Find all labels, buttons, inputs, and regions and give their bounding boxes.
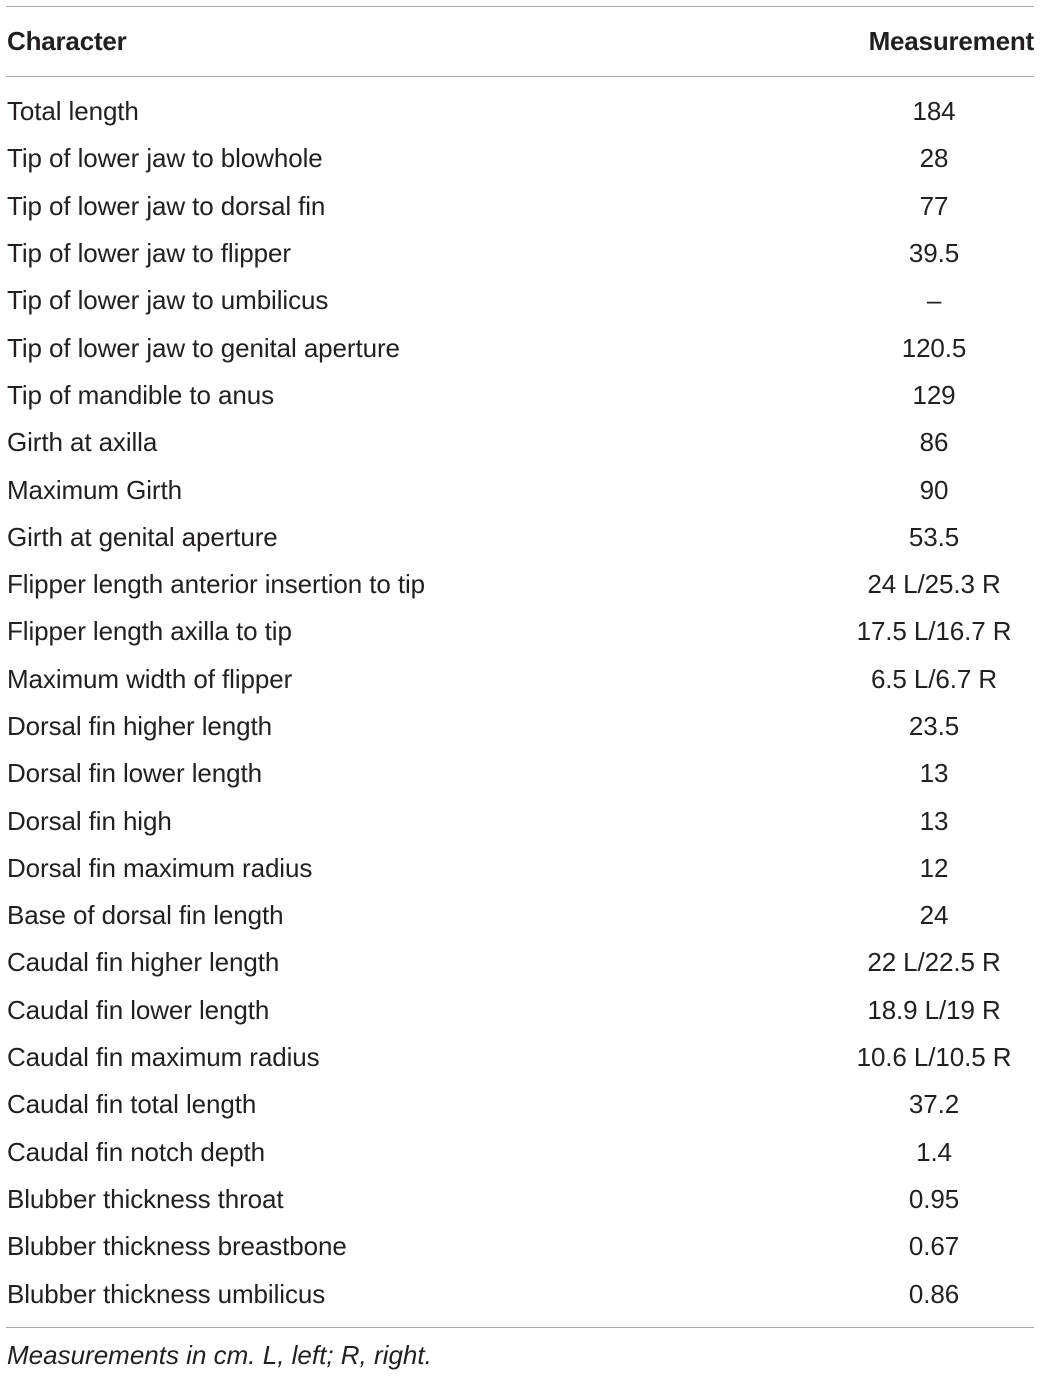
measurement-cell: 23.5 [908,711,960,741]
character-cell: Flipper length anterior insertion to tip [7,569,426,600]
table-row [6,561,1034,608]
measurement-cell: 120.5 [901,332,967,363]
measurement-cell: 1.4 [916,1136,952,1167]
character-cell: Dorsal fin higher length [7,711,272,741]
character-cell: Dorsal fin lower length [7,758,262,789]
character-cell: Tip of lower jaw to genital aperture [7,332,400,363]
measurement-cell: 0.67 [908,1231,960,1262]
measurement-cell: 18.9 L/19 R [867,994,1001,1025]
table-row [6,135,1034,182]
table-row [6,1081,1034,1128]
table-row [6,1176,1034,1223]
table-row [6,845,1034,892]
table-body [6,77,1034,1327]
character-cell: Dorsal fin high [7,805,172,836]
table-row [6,703,1034,750]
table-row [6,987,1034,1034]
table-row [6,324,1034,371]
character-cell: Caudal fin total length [7,1089,257,1120]
table-row [6,1034,1034,1081]
character-cell: Girth at axilla [7,427,158,458]
character-cell: Caudal fin maximum radius [7,1042,320,1073]
character-cell: Tip of lower jaw to umbilicus [7,285,329,316]
table-row [6,750,1034,797]
character-cell: Girth at genital aperture [7,521,278,552]
table-row [6,372,1034,419]
table-row [6,277,1034,324]
table-footnote: Measurements in cm. L, left; R, right. [7,1339,432,1370]
character-cell: Maximum width of flipper [7,663,293,694]
table-row [6,88,1034,135]
table-row [6,892,1034,939]
measurement-cell: 12 [919,852,949,883]
measurement-cell: 0.95 [908,1183,960,1214]
character-cell: Blubber thickness breastbone [7,1231,347,1262]
measurement-cell: 0.86 [908,1278,960,1309]
character-cell: Maximum Girth [7,474,182,505]
character-cell: Caudal fin higher length [7,947,280,978]
table-row [6,419,1034,466]
measurement-cell: 86 [919,427,949,458]
table-row [6,1270,1034,1317]
table-row [6,1129,1034,1176]
measurement-cell: – [926,285,942,316]
measurement-cell: 39.5 [908,238,960,269]
measurement-cell: 13 [919,758,949,789]
measurement-cell: 24 L/25.3 R [867,569,1001,600]
character-cell: Tip of lower jaw to dorsal fin [7,190,326,221]
table-row [6,1223,1034,1270]
character-cell: Caudal fin notch depth [7,1136,265,1167]
measurement-cell: 24 [919,900,949,931]
table-row [6,230,1034,277]
table-row [6,939,1034,986]
character-cell: Tip of lower jaw to blowhole [7,143,323,174]
measurement-cell: 184 [912,96,956,127]
character-cell: Tip of lower jaw to flipper [7,238,291,269]
measurement-cell: 13 [919,805,949,836]
character-cell: Total length [7,96,139,127]
measurement-cell: 37.2 [908,1089,960,1120]
character-cell: Flipper length axilla to tip [7,616,292,647]
measurement-cell: 53.5 [908,521,960,552]
table-header-row [6,7,1034,76]
measurement-cell: 129 [912,379,956,410]
character-cell: Blubber thickness throat [7,1183,284,1214]
table-row [6,183,1034,230]
measurement-cell: 22 L/22.5 R [867,947,1001,978]
table-row [6,656,1034,703]
column-header-character: Character [7,26,127,56]
character-cell: Tip of mandible to anus [7,379,275,410]
character-cell: Base of dorsal fin length [7,900,284,931]
measurement-cell: 10.6 L/10.5 R [856,1042,1012,1073]
measurement-cell: 17.5 L/16.7 R [856,616,1012,647]
measurement-cell: 90 [919,474,949,505]
measurement-cell: 28 [919,143,949,174]
table-row [6,608,1034,655]
character-cell: Blubber thickness umbilicus [7,1278,326,1309]
table-row [6,797,1034,844]
measurements-table [6,6,1034,1371]
character-cell: Caudal fin lower length [7,994,270,1025]
table-row [6,514,1034,561]
table-row [6,466,1034,513]
character-cell: Dorsal fin maximum radius [7,852,313,883]
measurement-cell: 77 [919,190,949,221]
column-header-measurement: Measurement [868,26,1034,56]
measurement-cell: 6.5 L/6.7 R [870,663,998,694]
